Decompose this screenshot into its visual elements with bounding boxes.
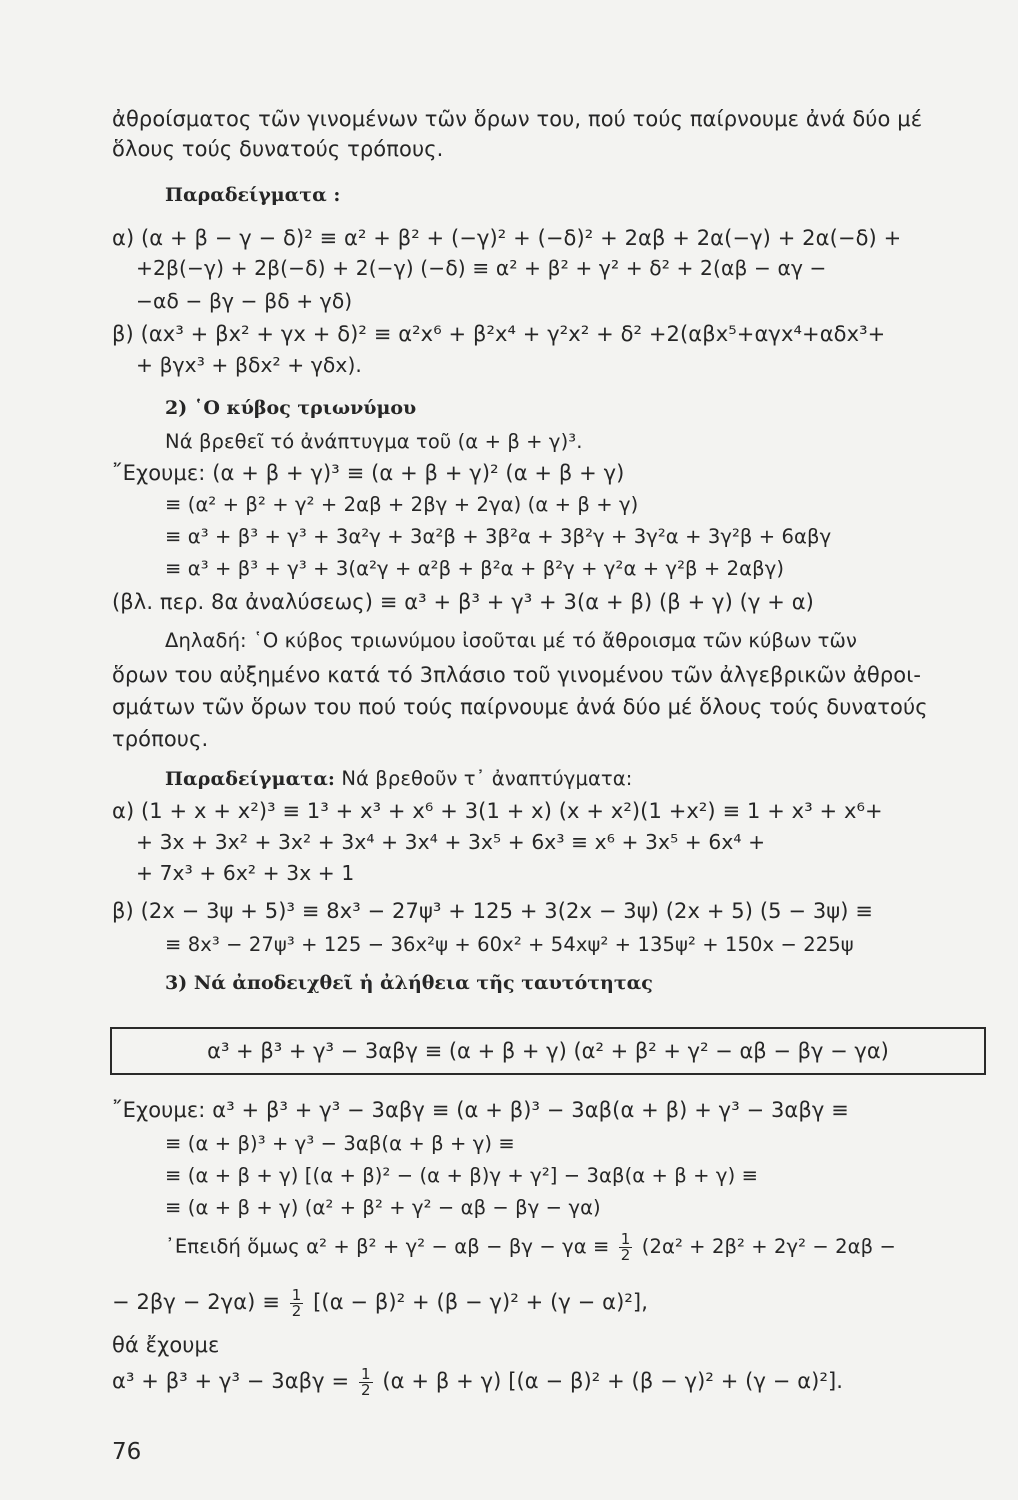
fraction-denominator: 2	[620, 1246, 631, 1264]
fraction-one-half	[619, 1232, 633, 1263]
formula-line: α) (1 + x + x²)³ ≡ 1³ + x³ + x⁶ + 3(1 + x) (x + x²)(1 +x²) ≡ 1 + x³ + x⁶+	[112, 799, 883, 823]
formula-line: β) (2x − 3ψ + 5)³ ≡ 8x³ − 27ψ³ + 125 + 3(2x − 3ψ) (2x + 5) (5 − 3ψ) ≡	[112, 899, 874, 923]
formula-line: ≡ (α + β)³ + γ³ − 3αβ(α + β + γ) ≡	[165, 1132, 515, 1155]
fraction-denominator: 2	[291, 1301, 302, 1320]
text-line: ὅρων του αὐξημένο κατά τό 3πλάσιο τοῦ γινομένου τῶν ἀλγεβρικῶν ἀθροι-	[112, 663, 922, 687]
formula-line: ≡ (α + β + γ) (α² + β² + γ² − αβ − βγ − γα)	[165, 1196, 601, 1219]
formula-line: ῎Εχουμε: (α + β + γ)³ ≡ (α + β + γ)² (α + β + γ)	[112, 461, 625, 485]
formula-line: ≡ α³ + β³ + γ³ + 3α²γ + 3α²β + 3β²α + 3β²γ + 3γ²α + 3γ²β + 6αβγ	[165, 525, 832, 548]
text-line	[165, 764, 1018, 794]
formula-line: ≡ α³ + β³ + γ³ + 3(α²γ + α²β + β²α + β²γ + γ²α + γ²β + 2αβγ)	[165, 557, 785, 580]
text-line: Δηλαδή: ῾Ο κύβος τριωνύμου ἰσοῦται μέ τό ἄθροισμα τῶν κύβων τῶν	[165, 629, 857, 652]
formula-line: +2β(−γ) + 2β(−δ) + 2(−γ) (−δ) ≡ α² + β² + γ² + δ² + 2(αβ − αγ −	[136, 256, 827, 280]
formula-line	[112, 1287, 992, 1319]
fraction-numerator: 1	[620, 1230, 631, 1248]
identity-box	[110, 1027, 986, 1075]
text-line: ἀθροίσματος τῶν γινομένων τῶν ὅρων του, πού τούς παίρνουμε ἀνά δύο μέ	[112, 107, 923, 131]
formula-part: ᾽Επειδή ὅμως α² + β² + γ² − αβ − βγ − γα ≡	[165, 1235, 610, 1258]
text-line: θά ἔχουμε	[112, 1333, 220, 1357]
formula-line: −αδ − βγ − βδ + γδ)	[136, 289, 353, 313]
fraction-one-half	[290, 1285, 304, 1320]
boxed-identity: α³ + β³ + γ³ − 3αβγ ≡ (α + β + γ) (α² + β² + γ² − αβ − βγ − γα)	[207, 1039, 889, 1063]
formula-line: ≡ 8x³ − 27ψ³ + 125 − 36x²ψ + 60x² + 54xψ² + 135ψ² + 150x − 225ψ	[165, 933, 854, 956]
formula-line: α) (α + β − γ − δ)² ≡ α² + β² + (−γ)² + (−δ)² + 2αβ + 2α(−γ) + 2α(−δ) +	[112, 226, 902, 250]
page-number: 76	[112, 1439, 142, 1465]
examples-label: Παραδείγματα:	[165, 768, 336, 790]
text-line: τρόπους.	[112, 727, 209, 751]
formula-part: − 2βγ − 2γα) ≡	[112, 1290, 280, 1314]
formula-line: + 7x³ + 6x² + 3x + 1	[136, 861, 355, 885]
fraction-numerator: 1	[291, 1285, 302, 1304]
formula-line: ῎Εχουμε: α³ + β³ + γ³ − 3αβγ ≡ (α + β)³ − 3αβ(α + β) + γ³ − 3αβγ ≡	[112, 1098, 849, 1122]
text-line: Νά βρεθεῖ τό ἀνάπτυγμα τοῦ (α + β + γ)³.	[165, 430, 583, 453]
formula-line: + 3x + 3x² + 3x² + 3x⁴ + 3x⁴ + 3x⁵ + 6x³ ≡ x⁶ + 3x⁵ + 6x⁴ +	[136, 830, 766, 854]
section-heading: 3) Νά ἀποδειχθεῖ ἡ ἀλήθεια τῆς ταυτότητας	[165, 972, 653, 994]
formula-part: α³ + β³ + γ³ − 3αβγ =	[112, 1369, 350, 1393]
text-line: σμάτων τῶν ὅρων του πού τούς παίρνουμε ἀνά δύο μέ ὅλους τούς δυνατούς	[112, 695, 928, 719]
section-heading: Παραδείγματα :	[165, 184, 341, 206]
fraction-numerator: 1	[360, 1364, 371, 1383]
fraction-one-half	[359, 1364, 373, 1399]
formula-line: + βγx³ + βδx² + γδx).	[136, 353, 362, 377]
formula-part: [(α − β)² + (β − γ)² + (γ − α)²],	[313, 1290, 648, 1314]
formula-part: (α + β + γ) [(α − β)² + (β − γ)² + (γ − α)²].	[382, 1369, 844, 1393]
formula-line: β) (αx³ + βx² + γx + δ)² ≡ α²x⁶ + β²x⁴ + γ²x² + δ² +2(αβx⁵+αγx⁴+αδx³+	[112, 322, 886, 346]
text-line: ὅλους τούς δυνατούς τρόπους.	[112, 137, 444, 161]
section-heading: 2) ῾Ο κύβος τριωνύμου	[165, 397, 417, 419]
fraction-denominator: 2	[360, 1380, 371, 1399]
formula-line	[165, 1232, 1018, 1263]
formula-line: ≡ (α + β + γ) [(α + β)² − (α + β)γ + γ²] − 3αβ(α + β + γ) ≡	[165, 1164, 759, 1187]
examples-text: Νά βρεθοῦν τ᾽ ἀναπτύγματα:	[335, 767, 633, 790]
formula-line: (βλ. περ. 8α ἀναλύσεως) ≡ α³ + β³ + γ³ + 3(α + β) (β + γ) (γ + α)	[112, 590, 814, 614]
formula-line: ≡ (α² + β² + γ² + 2αβ + 2βγ + 2γα) (α + β + γ)	[165, 493, 639, 516]
formula-part: (2α² + 2β² + 2γ² − 2αβ −	[641, 1235, 896, 1258]
formula-line	[112, 1366, 992, 1398]
